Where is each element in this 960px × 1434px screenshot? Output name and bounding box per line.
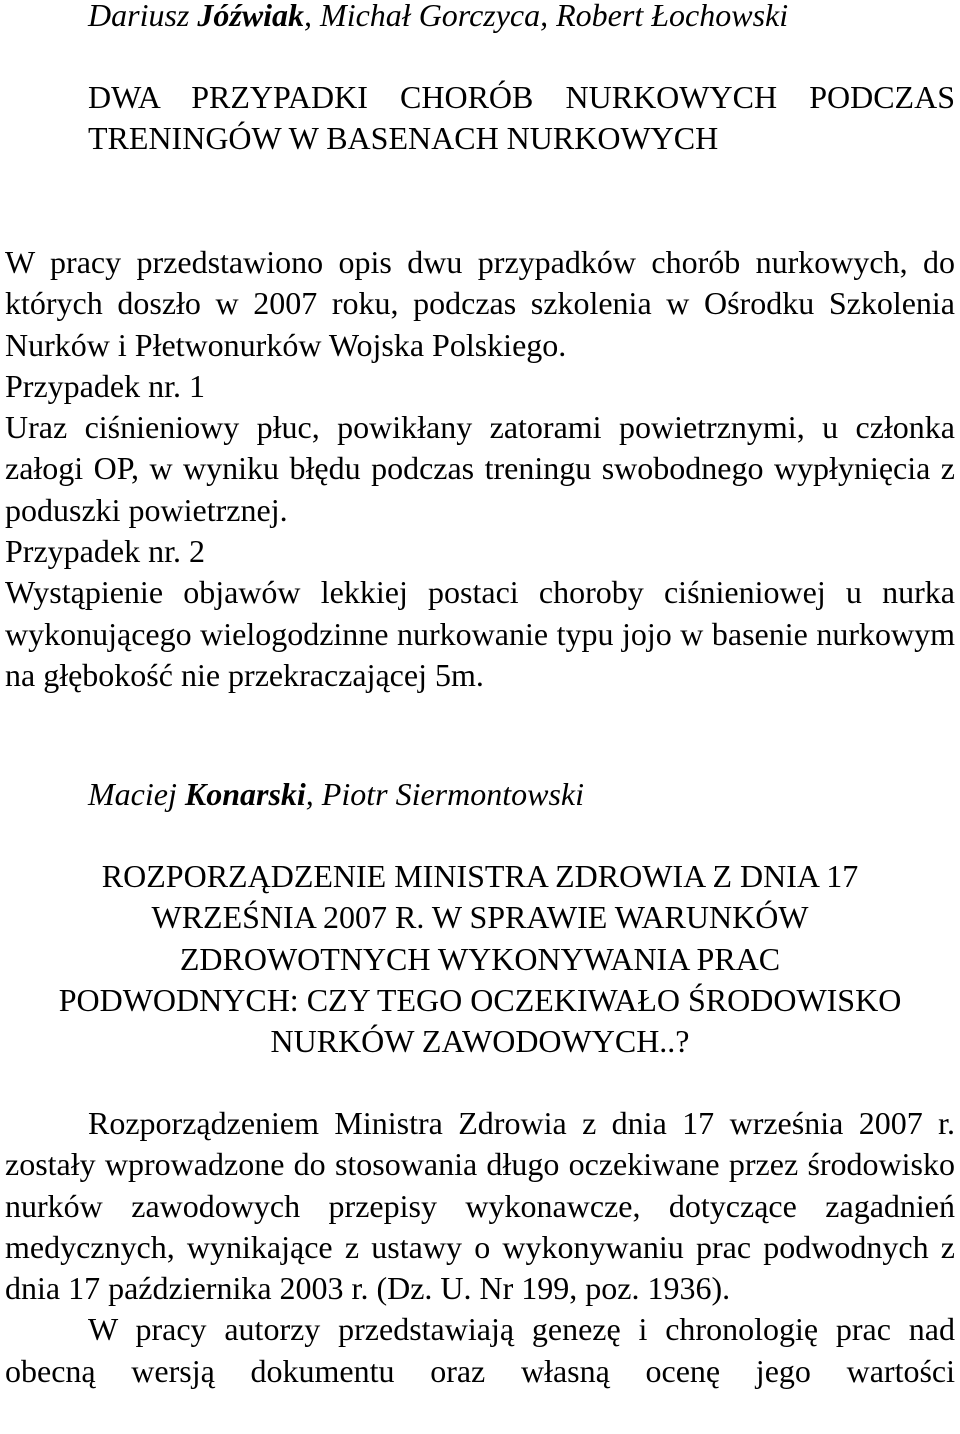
article1-intro: W pracy przedstawiono opis dwu przypadków chorób nurkowych, do których doszło w 2007 roku, podczas szkolenia w Ośrodku Szkolenia Nurków i Płetwonurków Wojska Polskiego.: [5, 244, 955, 363]
case2-text: Wystąpienie objawów lekkiej postaci choroby ciśnieniowej u nurka wykonującego wielogodzinne nurkowanie typu jojo w basenie nurkowym na głębokość nie przekraczającej 5m.: [5, 574, 955, 693]
presenting-author-name: Jóźwiak: [197, 0, 305, 33]
article2-paragraph-1: Rozporządzeniem Ministra Zdrowia z dnia 17 września 2007 r. zostały wprowadzone do stosowania długo oczekiwane przez środowisko nurków zawodowych przepisy wykonawcze, dotyczące zagadnień medycznych, wynikające z ustawy o wykonywaniu prac podwodnych z dnia 17 października 2003 r. (Dz. U. Nr 199, poz. 1936).: [5, 1105, 955, 1307]
case1-label: Przypadek nr. 1: [5, 367, 205, 404]
title-line: PODWODNYCH: CZY TEGO OCZEKIWAŁO ŚRODOWISKO: [58, 981, 902, 1018]
article1-authors: [88, 0, 960, 36]
coauthor-names: , Michał Gorczyca, Robert Łochowski: [304, 0, 789, 33]
case1-text: Uraz ciśnieniowy płuc, powikłany zatorami powietrznymi, u członka załogi OP, w wyniku błędu podczas treningu swobodnego wypłynięcia z poduszki powietrznej.: [5, 409, 955, 528]
article1-title: DWA PRZYPADKI CHORÓB NURKOWYCH PODCZAS TRENINGÓW W BASENACH NURKOWYCH: [88, 79, 955, 157]
title-line: ROZPORZĄDZENIE MINISTRA ZDROWIA Z DNIA 17: [101, 858, 859, 894]
title-line: WRZEŚNIA 2007 R. W SPRAWIE WARUNKÓW: [151, 899, 809, 936]
article2-abstract: [5, 1103, 955, 1392]
case2-label: Przypadek nr. 2: [5, 533, 205, 570]
article1-abstract: [5, 242, 955, 696]
article2-paragraph-2: W pracy autorzy przedstawiają genezę i chronologię prac nad obecną wersją dokumentu oraz własną ocenę jego wartości: [5, 1311, 955, 1389]
coauthor-names: , Piotr Siermontowski: [305, 776, 584, 812]
presenting-author-name: Konarski: [184, 776, 306, 812]
article2-title: [0, 856, 960, 1062]
author-name: Dariusz: [88, 0, 198, 33]
author-name: Maciej: [88, 776, 185, 812]
title-line: NURKÓW ZAWODOWYCH..?: [270, 1023, 690, 1060]
article2-authors: [88, 774, 960, 815]
title-line: ZDROWOTNYCH WYKONYWANIA PRAC: [179, 940, 781, 977]
